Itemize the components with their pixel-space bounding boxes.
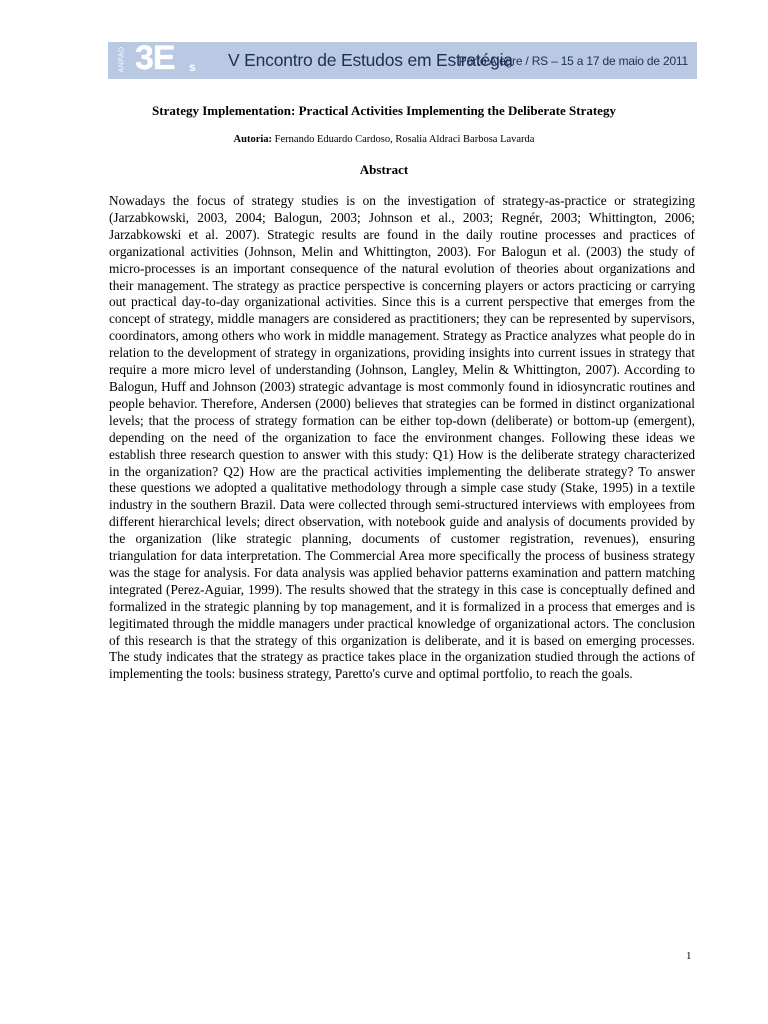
event-title: V Encontro de Estudos em Estratégia <box>228 50 513 70</box>
abstract-body: Nowadays the focus of strategy studies is on the investigation of strategy-as-practice or strategizing (Jarzabkowski, 2003, 2004; Balogun, 2003; Johnson et al., 2003; Regnér, 2003; Whittington, 2006; Jarzabkowski et al. 2007). Strategic results are found in the daily routine processes and practices of organizational activities (Johnson, Melin and Whittington, 2003). For Balogun et al. (2003) the study of micro-processes is an important consequence of the natural evolution of theories about organizations and their management. The strategy as practice perspective is concerning players or actors practicing or carrying out practical day-to-day organizational activities. Since this is a current perspective that emerges from the concept of strategy, middle managers are considered as practitioners; they can be represented by supervisors, coordinators, among others who work in middle management. Strategy as Practice analyzes what people do in relation to the development of strategy in organizations, providing insights into current issues in strategy that require a more micro level of understanding (Johnson, Langley, Melin & Whittington, 2007). According to Balogun, Huff and Johnson (2003) strategic advantage is most commonly found in idiosyncratic routines and people behavior. Therefore, Andersen (2000) believes that strategies can be formed in distinct organizational levels; that the process of strategy formation can be either top-down (deliberate) or bottom-up (emergent), depending on the need of the organization to face the environment changes. Following these ideas we establish three research question to answer with this study: Q1) How is the deliberate strategy characterized in the organization? Q2) How are the practical activities implementing the deliberate strategy? To answer these questions we adopted a qualitative methodology through a simple case study (Stake, 1995) in a textile industry in the southern Brazil. Data were collected through semi-structured interviews with employees from different hierarchical levels; direct observation, with notebook guide and analysis of documents provided by the organization (like strategic planning, documents of customer registration, revenues), ensuring triangulation for data interpretation. The Commercial Area more specifically the process of business strategy was the stage for analysis. For data analysis was applied behavior patterns examination and pattern matching integrated (Perez-Aguiar, 1999). The results showed that the strategy in this case is conceptually defined and formalized in the strategic planning by top management, and it is formalized in a process that emerges and is legitimated through the middle managers under practical knowledge of organizational actors. The conclusion of this research is that the strategy of this organization is deliberate, and it is based on emerging processes. The study indicates that the strategy as practice takes place in the organization studied through the actions of implementing the tools: business strategy, Paretto's curve and optimal portfolio, to reach the goals. <box>109 193 696 682</box>
authors-label: Autoria: <box>233 134 273 145</box>
logo-mark: 3E <box>135 39 175 77</box>
authors-names: Fernando Eduardo Cardoso, Rosalia Aldraci Barbosa Lavarda <box>274 134 535 145</box>
authors-line <box>0 134 768 145</box>
page-number: 1 <box>686 950 692 962</box>
paper-title: Strategy Implementation: Practical Activities Implementing the Deliberate Strategy <box>152 103 616 118</box>
logo-org-text: ANPAD <box>118 46 126 73</box>
logo-sub: s <box>189 60 196 74</box>
conference-logo <box>113 39 225 79</box>
conference-banner <box>108 39 697 79</box>
abstract-heading: Abstract <box>359 162 409 177</box>
event-place-date: Porto Alegre / RS – 15 a 17 de maio de 2011 <box>458 54 688 68</box>
